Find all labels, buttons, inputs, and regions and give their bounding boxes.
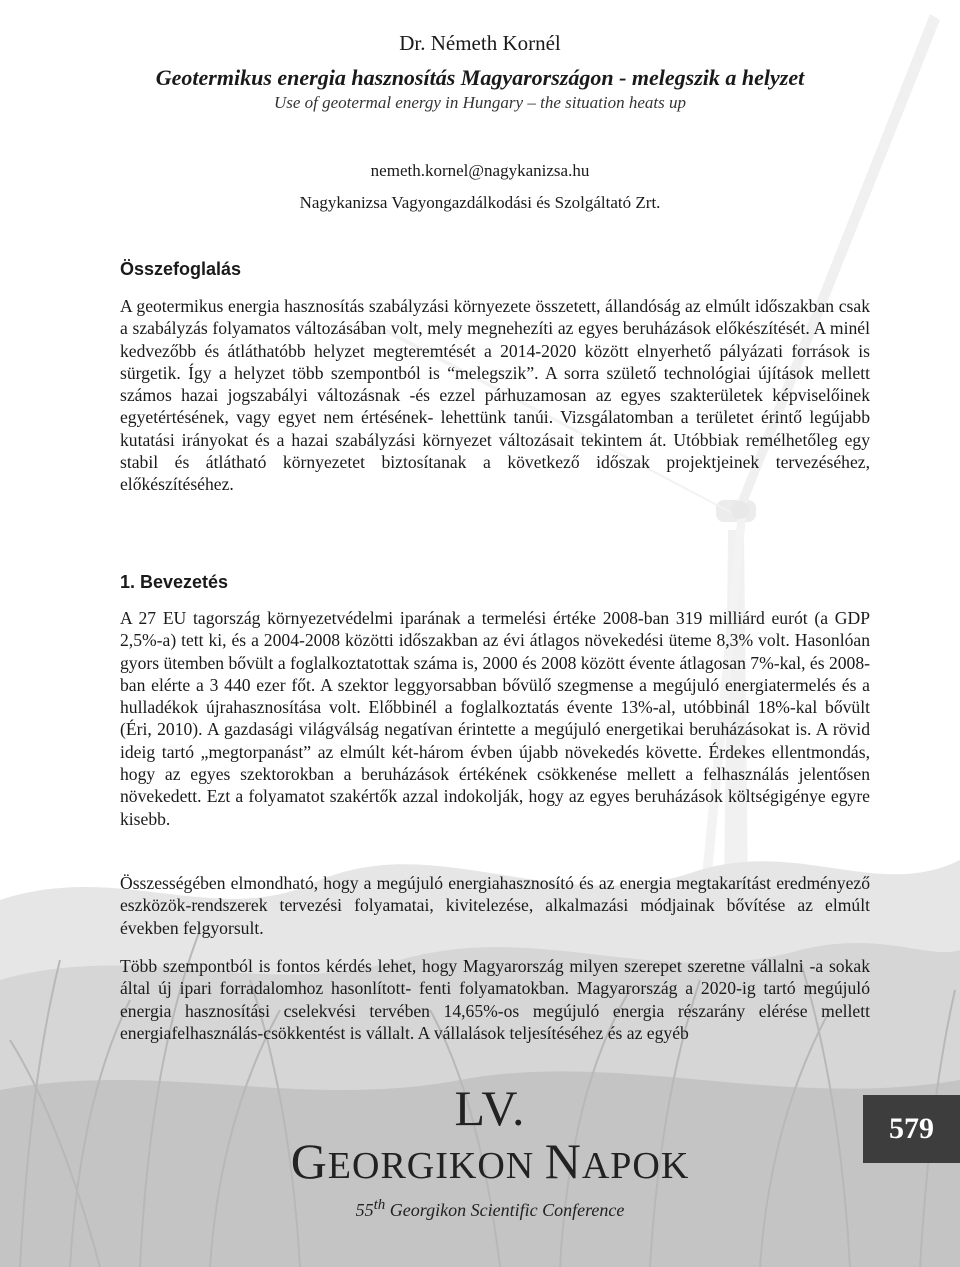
author-email: nemeth.kornel@nagykanizsa.hu [370,161,590,180]
conference-name-initial-g: G [290,1133,328,1189]
title-hungarian: Geotermikus energia hasznosítás Magyarországon - melegszik a helyzet [155,65,805,90]
conference-name-napok: APOK [581,1145,690,1187]
conference-footer [290,1080,690,1222]
conference-edition: LV. [454,1080,526,1136]
paragraph-text: A 27 EU tagország környezetvédelmi iparának a termelési értéke 2008-ban 319 milliárd eurót (a GDP 2,5%-a) tett ki, és a 2004-2008 közötti időszakban az évi átlagos növekedési üteme 8,3% volt. Hasonlóan gyors ütemben bővült a foglalkoztatottak száma is, 2000 és 2008 között évente átlagosan 7%-kal, és 2008-ban elérte a 3 440 ezer főt. A szektor leggyorsabban bővülő szegmense a megújuló energiatermelés és a hulladékok újrahasznosítása volt. Előbbinél a foglalkoztatás évente 13%-al, utóbbinál 18%-kal bővült (Éri, 2010). A gazdasági világválság negatívan érintette a megújuló energetikai beruházásokat is. A rövid ideig tartó „megtorpanást” az elmúlt két-három évben újabb növekedés követte. Érdekes ellentmondás, hogy az egyes szektorokban a beruházások értékének csökkenése mellett a felhasználás jelentősen növekedett. Ezt a folyamatot szakértők azzal indokolják, hogy az egyes beruházások költségigénye egyre kisebb. [120,608,870,829]
paper-header [0,30,960,214]
page-number: 579 [863,1095,960,1163]
conference-subtitle [290,1193,690,1222]
conference-name-georgikon: EORGIKON [327,1145,545,1187]
author-name: Dr. Németh Kornél [399,31,561,55]
conference-subtitle-text: Georgikon Scientific Conference [385,1200,625,1220]
summary-paragraph: A geotermikus energia hasznosítás szabályzási környezete összetett, állandóság az elmúlt időszakban csak a szabályzás folyamatos változásában volt, mely megnehezíti az egyes beruházások előkészítését. A minél kedvezőbb és átláthatóbb helyzet megteremtését a 2014-2020 között elnyerhető pályázati források is sürgetik. Így a helyzet több szempontból is “melegszik”. A sorra születő technológiai újítások mellett számos hazai jogszabályi változásnak -és ezzel párhuzamosan az egyes szakterületek képviselőinek egyetértésének, vagy egyet nem értésének- lehettünk tanúi. Vizsgálatomban a területet érintő legújabb kutatási irányokat és a hazai szabályzási környezet változásait tekintem át. Utóbbiak remélhetőleg egy stabil és átlátható környezetet biztosítanak a következő időszak projektjeinek tervezéséhez, előkészítéséhez. [120,296,870,495]
intro-paragraph-1 [120,607,870,830]
conference-name-initial-n: N [544,1133,582,1189]
summary-text [120,295,870,496]
conference-number: 55 [355,1200,374,1220]
summary-heading: Összefoglalás [120,259,242,279]
intro-heading: 1. Bevezetés [120,572,229,592]
paragraph-text: Összességében elmondható, hogy a megújuló energiahasznosító és az energia megtakarítást eredményező eszközök-rendszerek tervezési folyamatai, kivitelezése, alkalmazási módjainak bővítése az elmúlt években felgyorsult. [120,873,870,938]
title-english: Use of geotermal energy in Hungary – the situation heats up [273,93,687,112]
conference-name [290,1133,690,1189]
intro-paragraph-3 [120,955,870,1044]
intro-paragraph-2 [120,872,870,939]
paragraph-text: Több szempontból is fontos kérdés lehet, hogy Magyarország milyen szerepet szeretne vállalni -a sokak által új ipari forradalomhoz hasonlított- fenti folyamatokban. Magyarország a 2020-ig tartó megújuló energia hasznosítási cselekvési tervében 14,65%-os megújuló energia részarány elérése mellett energiafelhasználás-csökkentést is vállalt. A vállalások teljesítéséhez és az egyéb [120,956,870,1043]
conference-number-suffix: th [373,1197,386,1213]
author-institution: Nagykanizsa Vagyongazdálkodási és Szolgáltató Zrt. [299,193,661,212]
